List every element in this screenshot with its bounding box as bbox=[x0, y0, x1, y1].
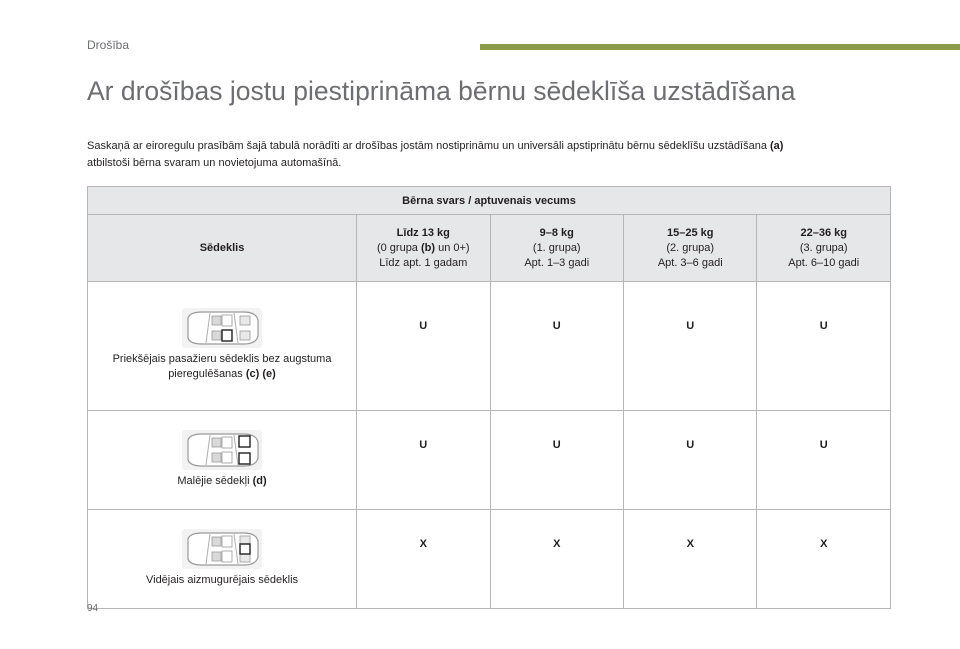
car-outer-rear-seats-icon bbox=[182, 430, 262, 470]
column-header bbox=[624, 215, 757, 282]
seat-label: Malējie sēdekļi bbox=[177, 474, 250, 487]
value-cell: U bbox=[757, 282, 891, 411]
column-age: Apt. 1–3 gadi bbox=[524, 256, 590, 269]
section-label: Drošība bbox=[87, 38, 130, 52]
value-cell: X bbox=[624, 510, 757, 609]
column-age: Līdz apt. 1 gadam bbox=[379, 256, 468, 269]
column-group: (1. grupa) bbox=[532, 241, 581, 254]
column-group: (2. grupa) bbox=[666, 241, 715, 254]
seat-cell bbox=[88, 411, 357, 510]
section-accent-bar bbox=[480, 44, 960, 50]
column-weight: 22–36 kg bbox=[800, 226, 847, 239]
table-row bbox=[88, 282, 891, 411]
weight-header: Bērna svars / aptuvenais vecums bbox=[88, 187, 891, 215]
value-cell: U bbox=[357, 411, 490, 510]
column-group: (3. grupa) bbox=[799, 241, 848, 254]
seat-cell bbox=[88, 282, 357, 411]
column-weight: 9–8 kg bbox=[539, 226, 574, 239]
value-cell: X bbox=[357, 510, 490, 609]
seat-header: Sēdeklis bbox=[88, 215, 357, 282]
value-cell: X bbox=[490, 510, 623, 609]
seat-label-2: pieregulēšanas bbox=[168, 368, 243, 380]
table-header-weight-row bbox=[88, 187, 891, 215]
value-cell: U bbox=[490, 282, 623, 411]
page-number: 94 bbox=[87, 603, 99, 614]
column-group-ref: (b) bbox=[420, 241, 436, 254]
seat-refs: (d) bbox=[252, 474, 267, 487]
column-header bbox=[757, 215, 891, 282]
table-row bbox=[88, 411, 891, 510]
value-cell: U bbox=[624, 282, 757, 411]
seat-label: Priekšējais pasažieru sēdeklis bez augstuma bbox=[112, 353, 332, 365]
value-cell: X bbox=[757, 510, 891, 609]
seat-refs: (c) (e) bbox=[245, 368, 276, 380]
intro-ref: (a) bbox=[770, 140, 784, 152]
value-cell: U bbox=[490, 411, 623, 510]
column-group-pre: (0 grupa bbox=[376, 241, 421, 254]
car-front-seat-icon bbox=[182, 308, 262, 348]
column-age: Apt. 3–6 gadi bbox=[657, 256, 723, 269]
column-weight: 15–25 kg bbox=[667, 226, 714, 239]
value-cell: U bbox=[624, 411, 757, 510]
table-header-columns-row bbox=[88, 215, 891, 282]
intro-paragraph bbox=[87, 138, 887, 172]
car-middle-rear-seat-icon bbox=[182, 529, 262, 569]
child-seat-table bbox=[87, 186, 891, 609]
value-cell: U bbox=[757, 411, 891, 510]
column-header bbox=[357, 215, 490, 282]
seat-cell bbox=[88, 510, 357, 609]
page-title: Ar drošības jostu piestiprināma bērnu sēdeklīša uzstādīšana bbox=[87, 76, 796, 106]
intro-text-2: atbilstoši bērna svaram un novietojuma automašīnā. bbox=[87, 157, 342, 169]
value-cell: U bbox=[357, 282, 490, 411]
column-header bbox=[490, 215, 623, 282]
column-weight: Līdz 13 kg bbox=[396, 226, 450, 239]
intro-text: Saskaņā ar eiroregulu prasībām šajā tabulā norādīti ar drošības jostām nostiprināmu un universāli apstiprinātu bērnu sēdeklīšu uzstādīšana bbox=[87, 140, 767, 152]
column-group-post: un 0+) bbox=[435, 241, 470, 254]
table-row bbox=[88, 510, 891, 609]
column-age: Apt. 6–10 gadi bbox=[788, 256, 860, 269]
seat-label: Vidējais aizmugurējais sēdeklis bbox=[145, 573, 299, 586]
